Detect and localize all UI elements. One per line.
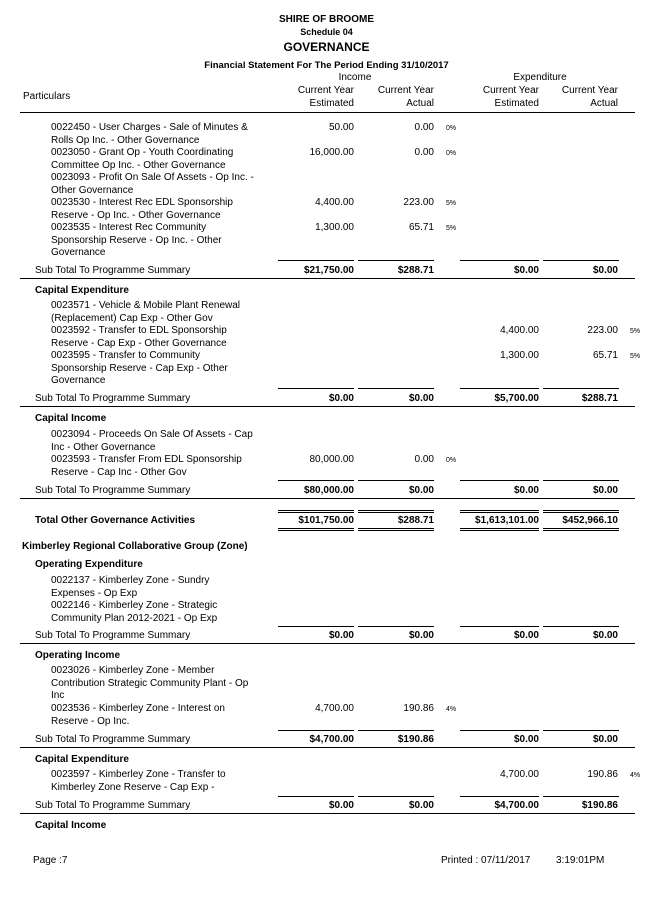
- income-percent: 4%: [446, 706, 457, 713]
- section-heading: Capital Income: [35, 820, 107, 831]
- row-divider: [20, 747, 635, 748]
- row-divider: [20, 643, 635, 644]
- subtotal-expenditure-actual: $288.71: [581, 393, 618, 404]
- income-percent: 0%: [446, 457, 457, 464]
- section-heading: Operating Income: [35, 650, 121, 661]
- row-divider: [20, 813, 635, 814]
- subtotal-income-estimated: $0.00: [328, 630, 354, 641]
- line-item-desc: 0023597 - Kimberley Zone - Transfer to Kimberley Zone Reserve - Cap Exp -: [51, 769, 226, 793]
- row-divider: [20, 406, 635, 407]
- page-title: GOVERNANCE: [283, 40, 370, 54]
- subtotal-rule: [543, 626, 619, 627]
- income-estimated-value: 1,300.00: [315, 222, 354, 233]
- income-percent: 0%: [446, 125, 457, 132]
- total-rule: [543, 510, 619, 513]
- subtotal-income-actual: $0.00: [408, 800, 434, 811]
- particulars-header: Particulars: [23, 91, 71, 102]
- income-estimated-value: 16,000.00: [309, 147, 354, 158]
- subtotal-expenditure-estimated: $4,700.00: [494, 800, 539, 811]
- line-item-desc: 0023093 - Profit On Sale Of Assets - Op Inc. - Other Governance: [51, 172, 254, 196]
- subtotal-label: Sub Total To Programme Summary: [35, 630, 191, 641]
- expenditure-estimated-value: 4,700.00: [500, 769, 539, 780]
- subtotal-income-actual: $0.00: [408, 630, 434, 641]
- expenditure-actual-value: 65.71: [592, 350, 618, 361]
- subtotal-expenditure-estimated: $0.00: [513, 485, 539, 496]
- total-rule: [358, 528, 434, 531]
- subtotal-rule: [278, 730, 354, 731]
- expenditure-percent: 4%: [630, 772, 641, 779]
- page-number: Page :7: [33, 855, 68, 866]
- subtotal-expenditure-actual: $0.00: [592, 485, 618, 496]
- subtotal-label: Sub Total To Programme Summary: [35, 393, 191, 404]
- expenditure-estimated-header-1: Current Year: [482, 85, 539, 96]
- subtotal-rule: [460, 730, 539, 731]
- subtotal-expenditure-estimated: $5,700.00: [494, 393, 539, 404]
- subtotal-income-actual: $190.86: [397, 734, 434, 745]
- subtotal-label: Sub Total To Programme Summary: [35, 800, 191, 811]
- subtotal-expenditure-actual: $0.00: [592, 630, 618, 641]
- subtotal-label: Sub Total To Programme Summary: [35, 734, 191, 745]
- schedule-number: Schedule 04: [300, 27, 353, 37]
- subtotal-rule: [543, 480, 619, 481]
- expenditure-actual-header-1: Current Year: [561, 85, 618, 96]
- subtotal-income-estimated: $4,700.00: [309, 734, 354, 745]
- income-percent: 0%: [446, 150, 457, 157]
- income-estimated-value: 4,400.00: [315, 197, 354, 208]
- subtotal-income-actual: $0.00: [408, 393, 434, 404]
- income-actual-value: 0.00: [414, 122, 434, 133]
- section-heading: Capital Expenditure: [35, 754, 129, 765]
- subtotal-rule: [358, 388, 434, 389]
- subtotal-rule: [543, 388, 619, 389]
- subtotal-expenditure-estimated: $0.00: [513, 630, 539, 641]
- subtotal-label: Sub Total To Programme Summary: [35, 485, 191, 496]
- subtotal-income-estimated: $21,750.00: [303, 265, 354, 276]
- expenditure-actual-value: 223.00: [587, 325, 618, 336]
- group-heading: Kimberley Regional Collaborative Group (Zone): [22, 541, 248, 552]
- subtotal-expenditure-estimated: $0.00: [513, 265, 539, 276]
- period-heading: Financial Statement For The Period Ending 31/10/2017: [204, 60, 449, 71]
- org-name: SHIRE OF BROOME: [278, 14, 374, 25]
- expenditure-group-header: Expenditure: [513, 72, 567, 83]
- section-heading: Operating Expenditure: [35, 559, 143, 570]
- line-item-desc: 0023595 - Transfer to Community Sponsorship Reserve - Cap Exp - Other Governance: [51, 350, 228, 386]
- income-estimated-header-1: Current Year: [297, 85, 354, 96]
- subtotal-rule: [278, 260, 354, 261]
- income-actual-value: 223.00: [403, 197, 434, 208]
- expenditure-estimated-value: 1,300.00: [500, 350, 539, 361]
- line-item-desc: 0023571 - Vehicle & Mobile Plant Renewal (Replacement) Cap Exp - Other Gov: [51, 300, 241, 324]
- income-actual-header-2: Actual: [406, 98, 434, 109]
- income-actual-value: 0.00: [414, 454, 434, 465]
- line-item-desc: 0023535 - Interest Rec Community Sponsorship Reserve - Op Inc. - Other Governance: [51, 222, 222, 258]
- income-percent: 5%: [446, 225, 457, 232]
- printed-time: 3:19:01PM: [556, 855, 605, 866]
- total-rule: [278, 510, 354, 513]
- expenditure-percent: 5%: [630, 328, 641, 335]
- line-item-desc: 0023094 - Proceeds On Sale Of Assets - Cap Inc - Other Governance: [51, 429, 253, 453]
- subtotal-rule: [460, 388, 539, 389]
- subtotal-rule: [460, 796, 539, 797]
- row-divider: [20, 278, 635, 279]
- subtotal-income-estimated: $0.00: [328, 393, 354, 404]
- total-label: Total Other Governance Activities: [35, 515, 196, 526]
- income-actual-header-1: Current Year: [377, 85, 434, 96]
- subtotal-rule: [278, 480, 354, 481]
- printed-date: Printed : 07/11/2017: [441, 855, 531, 866]
- subtotal-rule: [358, 260, 434, 261]
- subtotal-rule: [543, 260, 619, 261]
- total-rule: [543, 528, 619, 531]
- subtotal-income-estimated: $0.00: [328, 800, 354, 811]
- subtotal-income-actual: $288.71: [397, 265, 434, 276]
- subtotal-rule: [278, 388, 354, 389]
- total-rule: [358, 510, 434, 513]
- subtotal-expenditure-estimated: $0.00: [513, 734, 539, 745]
- expenditure-estimated-value: 4,400.00: [500, 325, 539, 336]
- subtotal-rule: [543, 796, 619, 797]
- subtotal-rule: [358, 730, 434, 731]
- income-actual-value: 190.86: [403, 703, 434, 714]
- subtotal-rule: [358, 626, 434, 627]
- subtotal-rule: [358, 480, 434, 481]
- subtotal-rule: [543, 730, 619, 731]
- subtotal-income-estimated: $80,000.00: [303, 485, 354, 496]
- line-item-desc: 0022146 - Kimberley Zone - Strategic Community Plan 2012-2021 - Op Exp: [51, 600, 218, 624]
- subtotal-rule: [278, 626, 354, 627]
- section-heading: Capital Income: [35, 413, 107, 424]
- subtotal-rule: [358, 796, 434, 797]
- total-income-estimated: $101,750.00: [298, 515, 354, 526]
- income-actual-value: 65.71: [408, 222, 434, 233]
- income-estimated-value: 4,700.00: [315, 703, 354, 714]
- subtotal-rule: [278, 796, 354, 797]
- expenditure-actual-value: 190.86: [587, 769, 618, 780]
- total-income-actual: $288.71: [397, 515, 434, 526]
- line-item-desc: 0022137 - Kimberley Zone - Sundry Expenses - Op Exp: [51, 575, 210, 599]
- income-percent: 5%: [446, 200, 457, 207]
- line-item-desc: 0023530 - Interest Rec EDL Sponsorship Reserve - Op Inc. - Other Governance: [51, 197, 233, 221]
- total-expenditure-actual: $452,966.10: [562, 515, 618, 526]
- line-item-desc: 0023536 - Kimberley Zone - Interest on Reserve - Op Inc.: [51, 703, 225, 727]
- subtotal-expenditure-actual: $0.00: [592, 734, 618, 745]
- row-divider: [20, 498, 635, 499]
- line-item-desc: 0022450 - User Charges - Sale of Minutes & Rolls Op Inc. - Other Governance: [51, 122, 248, 146]
- income-estimated-header-2: Estimated: [309, 98, 354, 109]
- total-expenditure-estimated: $1,613,101.00: [475, 515, 539, 526]
- total-rule: [460, 528, 539, 531]
- section-heading: Capital Expenditure: [35, 285, 129, 296]
- line-item-desc: 0023050 - Grant Op - Youth Coordinating Committee Op Inc. - Other Governance: [51, 147, 234, 171]
- subtotal-rule: [460, 260, 539, 261]
- subtotal-rule: [460, 480, 539, 481]
- subtotal-label: Sub Total To Programme Summary: [35, 265, 191, 276]
- total-rule: [278, 528, 354, 531]
- expenditure-estimated-header-2: Estimated: [494, 98, 539, 109]
- header-divider: [20, 112, 635, 113]
- subtotal-rule: [460, 626, 539, 627]
- income-estimated-value: 50.00: [328, 122, 354, 133]
- income-group-header: Income: [338, 72, 372, 83]
- line-item-desc: 0023593 - Transfer From EDL Sponsorship Reserve - Cap Inc - Other Gov: [51, 454, 242, 478]
- total-rule: [460, 510, 539, 513]
- line-item-desc: 0023592 - Transfer to EDL Sponsorship Reserve - Cap Exp - Other Governance: [51, 325, 227, 349]
- income-estimated-value: 80,000.00: [309, 454, 354, 465]
- subtotal-expenditure-actual: $190.86: [581, 800, 618, 811]
- expenditure-percent: 5%: [630, 353, 641, 360]
- income-actual-value: 0.00: [414, 147, 434, 158]
- line-item-desc: 0023026 - Kimberley Zone - Member Contribution Strategic Community Plant - Op Inc: [51, 665, 249, 701]
- subtotal-income-actual: $0.00: [408, 485, 434, 496]
- expenditure-actual-header-2: Actual: [590, 98, 618, 109]
- subtotal-expenditure-actual: $0.00: [592, 265, 618, 276]
